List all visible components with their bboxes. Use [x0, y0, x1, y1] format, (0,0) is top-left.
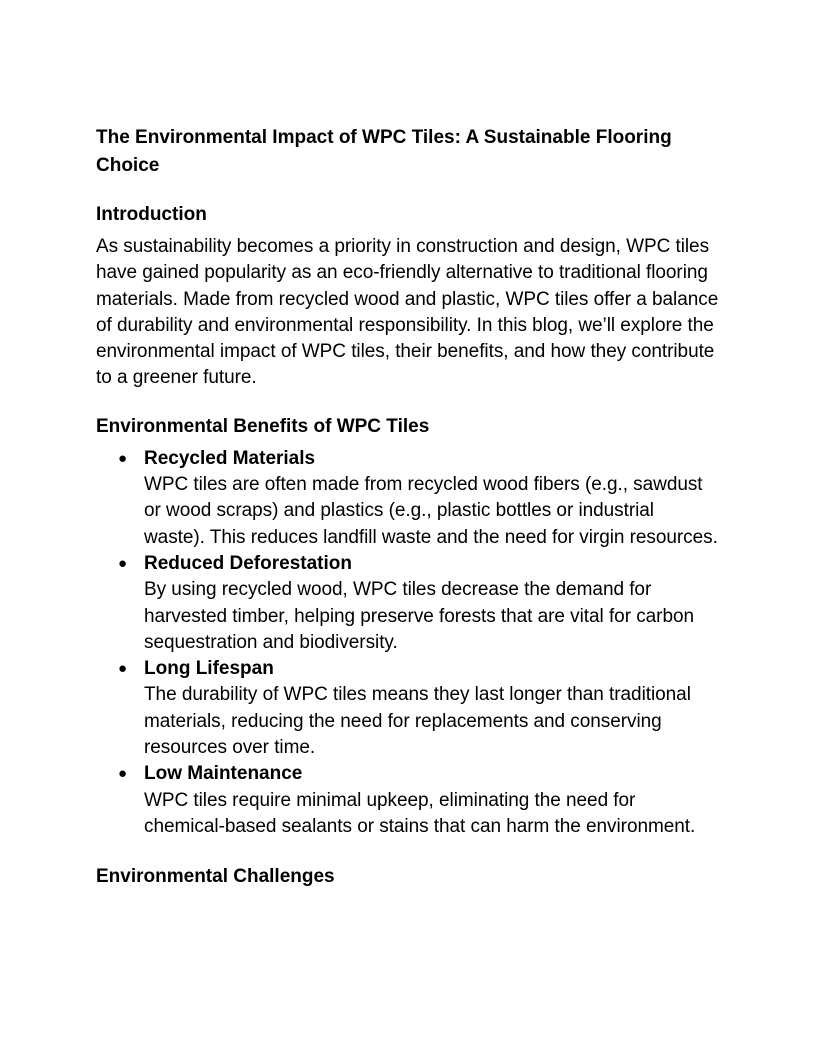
bullet-icon: ● [118, 449, 128, 467]
list-item [96, 761, 720, 840]
list-item [96, 551, 720, 656]
benefit-title: Recycled Materials [144, 447, 316, 469]
benefit-text: WPC tiles require minimal upkeep, eliminating the need for chemical-based sealants or stains that can harm the environment. [144, 789, 696, 837]
document-title: The Environmental Impact of WPC Tiles: A Sustainable Flooring Choice [96, 127, 672, 176]
benefits-list [96, 446, 720, 840]
bullet-icon: ● [118, 765, 128, 783]
bullet-icon: ● [118, 660, 128, 678]
benefit-title: Reduced Deforestation [144, 552, 352, 574]
benefit-text: The durability of WPC tiles means they last longer than traditional materials, reducing the need for replacements and conserving resources over time. [144, 684, 691, 759]
challenges-heading: Environmental Challenges [96, 866, 335, 888]
list-item [96, 656, 720, 761]
benefit-text: WPC tiles are often made from recycled wood fibers (e.g., sawdust or wood scraps) and plastics (e.g., plastic bottles or industrial waste). This reduces landfill waste and the need for virgin resources. [144, 474, 718, 548]
benefit-text: By using recycled wood, WPC tiles decrease the demand for harvested timber, helping preserve forests that are vital for carbon sequestration and biodiversity. [144, 579, 694, 653]
benefits-heading: Environmental Benefits of WPC Tiles [96, 415, 430, 437]
introduction-paragraph: As sustainability becomes a priority in construction and design, WPC tiles have gained popularity as an eco-friendly alternative to traditional flooring materials. Made from recycled wood and plastic, WPC tiles offer a balance of durability and environmental responsibility. In this blog, we’ll explore the environmental impact of WPC tiles, their benefits, and how they contribute to a greener future. [96, 236, 719, 389]
benefit-title: Long Lifespan [144, 658, 274, 680]
bullet-icon: ● [118, 554, 128, 572]
list-item [96, 446, 720, 551]
introduction-heading: Introduction [96, 204, 207, 225]
document-page [96, 124, 720, 890]
benefit-title: Low Maintenance [144, 763, 303, 785]
